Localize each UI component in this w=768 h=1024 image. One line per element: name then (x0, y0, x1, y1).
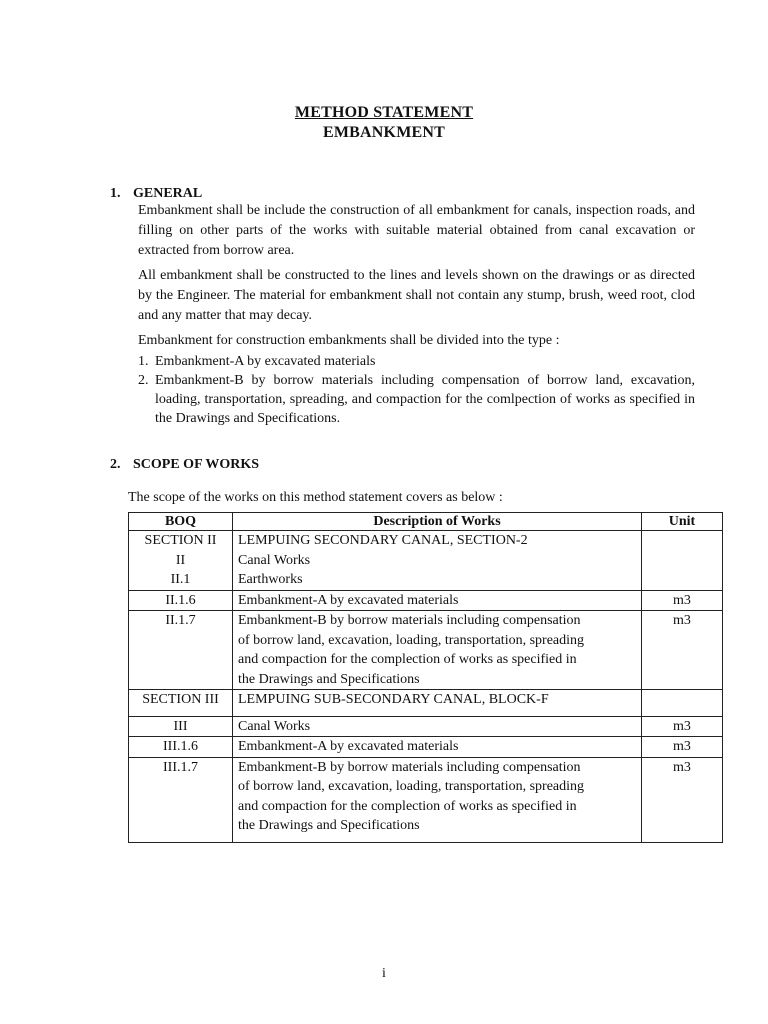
general-paragraph-3: Embankment for construction embankments shall be divided into the type : (138, 333, 560, 348)
table-row (129, 611, 723, 690)
table-row (129, 690, 723, 717)
table-row (129, 716, 723, 737)
boq-cell: III.1.6 (129, 737, 233, 758)
boq-code: II.1 (170, 572, 191, 587)
section-general-heading (110, 186, 202, 202)
boq-table (128, 512, 723, 843)
description-cell (233, 757, 642, 842)
table-row (129, 531, 723, 591)
general-paragraph-2: All embankment shall be constructed to the lines and levels shown on the drawings or as directed by the Engineer. The material for embankment shall not contain any stump, brush, weed root, clod and any matter that may decay. (138, 268, 695, 323)
section-title: GENERAL (133, 186, 203, 201)
description-line: of borrow land, excavation, loading, transportation, spreading (238, 779, 585, 794)
column-header-unit: Unit (642, 513, 723, 531)
description-line: and compaction for the complection of works as specified in (238, 652, 577, 667)
column-header-boq: BOQ (129, 513, 233, 531)
table-row (129, 757, 723, 842)
page-number: i (382, 966, 386, 981)
unit-cell (642, 690, 723, 717)
section-scope-heading (110, 457, 259, 473)
description-line: Embankment-B by borrow materials including compensation (238, 759, 581, 775)
boq-code: SECTION II (144, 533, 217, 548)
list-item-text: Embankment-B by borrow materials including compensation of borrow land, excavation, loading, transportation, spreading, and compaction for the comlpection of works as specified in the Drawings and Specifications. (155, 373, 695, 426)
unit-cell (642, 531, 723, 591)
unit-cell: m3 (642, 737, 723, 758)
boq-cell: II.1.7 (129, 611, 233, 690)
list-item-text: Embankment-A by excavated materials (155, 354, 376, 369)
description-line: the Drawings and Specifications (238, 671, 420, 687)
list-item (138, 352, 695, 371)
description-line: of borrow land, excavation, loading, transportation, spreading (238, 632, 585, 648)
table-header-row (129, 513, 723, 531)
description-cell: Embankment-A by excavated materials (233, 590, 642, 611)
general-paragraph-1: Embankment shall be include the construction of all embankment for canals, inspection roads, and filling on other parts of the works with suitable material obtained from canal excavation or extracted from borrow area. (138, 203, 695, 258)
boq-cell: III (129, 716, 233, 737)
description-cell (233, 611, 642, 690)
boq-code: II (175, 552, 186, 568)
document-title: METHOD STATEMENT (294, 104, 474, 121)
boq-cell: SECTION III (129, 690, 233, 717)
section-title: SCOPE OF WORKS (133, 457, 260, 472)
unit-cell: m3 (642, 590, 723, 611)
description-line: and compaction for the complection of works as specified in (238, 798, 577, 814)
boq-cell: III.1.7 (129, 757, 233, 842)
unit-cell: m3 (642, 757, 723, 842)
unit-cell: m3 (642, 611, 723, 690)
description-line: Embankment-B by borrow materials including compensation (238, 613, 581, 628)
document-subtitle: EMBANKMENT (323, 124, 445, 141)
description-line: Earthworks (238, 572, 303, 587)
description-line: LEMPUING SECONDARY CANAL, SECTION-2 (238, 533, 528, 548)
section-number: 1. (110, 186, 121, 201)
table-row (129, 590, 723, 611)
description-line: Canal Works (238, 552, 311, 568)
description-cell (233, 531, 642, 591)
column-header-description: Description of Works (233, 513, 642, 531)
list-item-number: 2. (138, 373, 149, 388)
boq-cell: II.1.6 (129, 590, 233, 611)
description-line: the Drawings and Specifications (238, 818, 420, 833)
list-item (138, 371, 695, 428)
boq-cell (129, 531, 233, 591)
description-cell: Canal Works (233, 716, 642, 737)
section-number: 2. (110, 457, 121, 472)
description-cell: Embankment-A by excavated materials (233, 737, 642, 758)
list-item-number: 1. (138, 354, 149, 369)
scope-intro: The scope of the works on this method statement covers as below : (128, 490, 503, 505)
description-cell: LEMPUING SUB-SECONDARY CANAL, BLOCK-F (233, 690, 642, 717)
table-row (129, 737, 723, 758)
unit-cell: m3 (642, 716, 723, 737)
